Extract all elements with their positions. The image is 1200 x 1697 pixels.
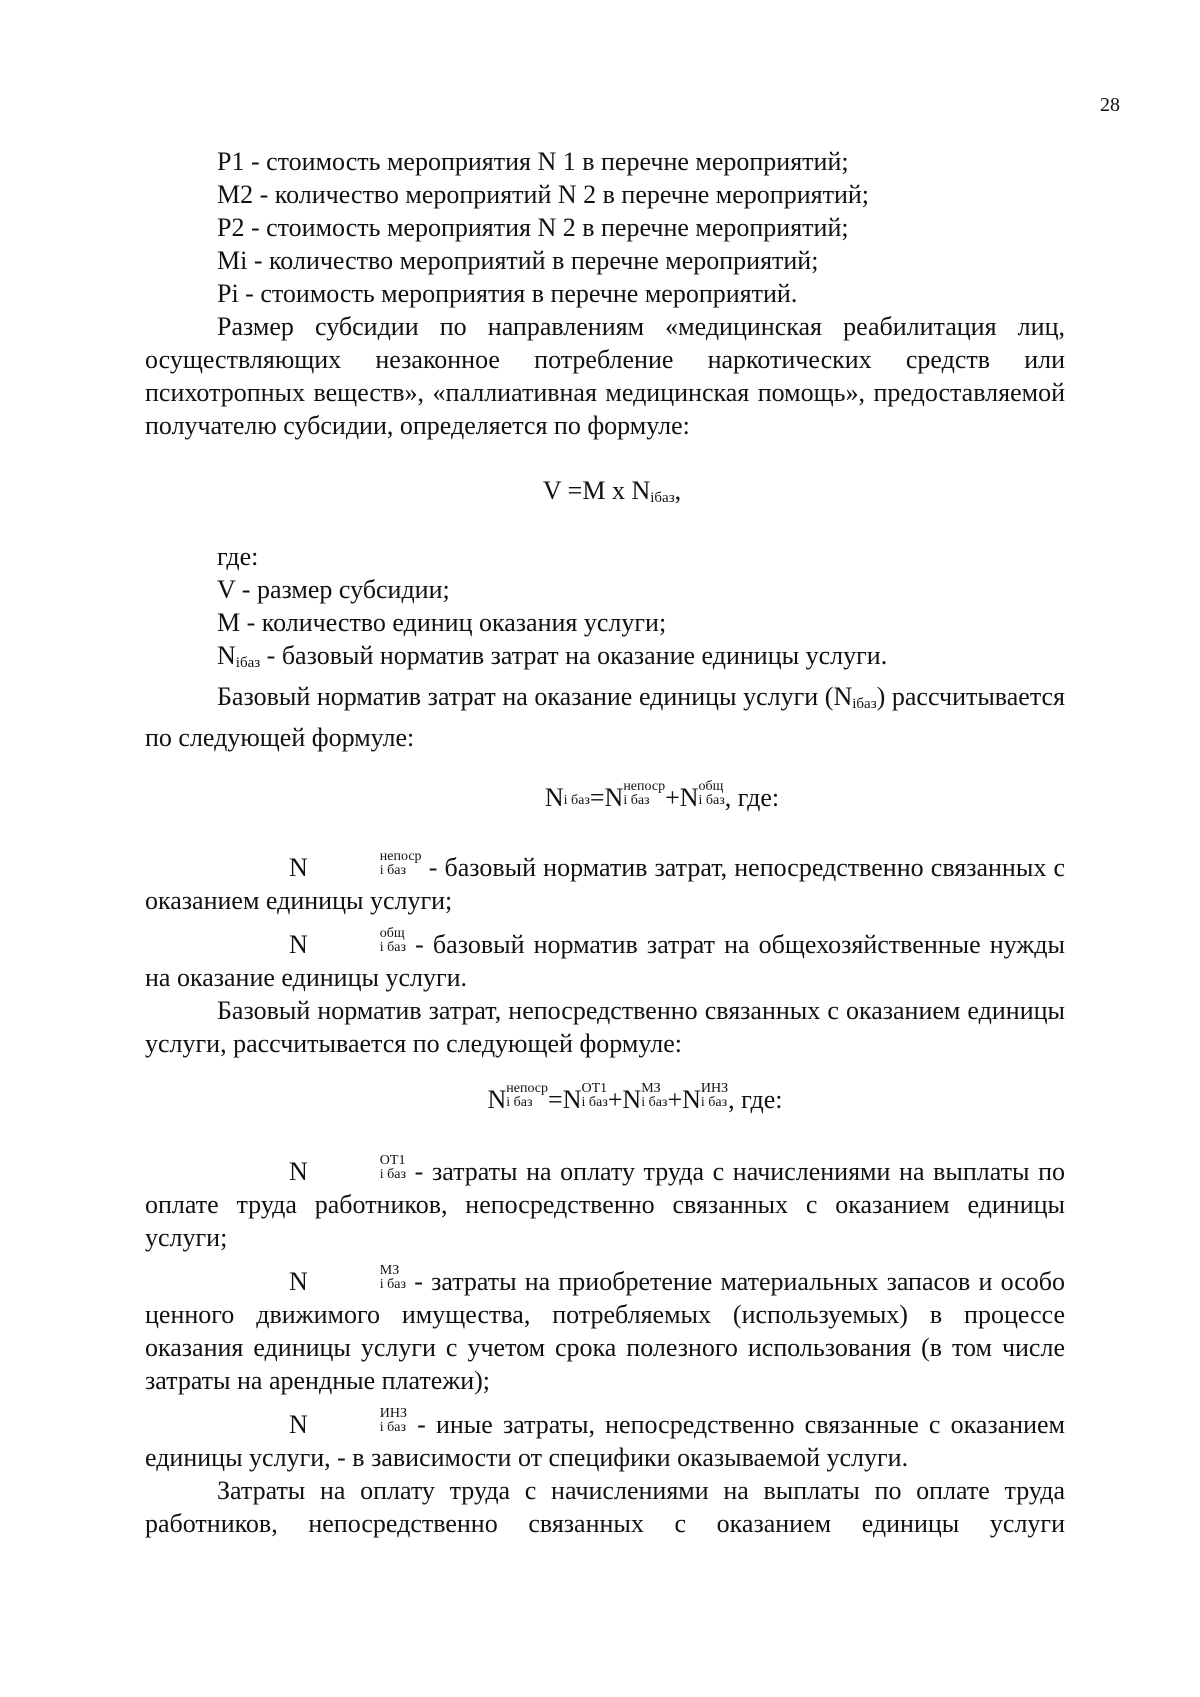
def-neposr-text: - базовый норматив затрат, непосредственно связанных с оказанием единицы услуги; bbox=[145, 853, 1065, 915]
formula3-tail: , где: bbox=[728, 1085, 783, 1114]
formula-base-norm: N i баз =N непоср i баз +N общ i баз , где: bbox=[544, 779, 780, 812]
def-nibaz-n: N bbox=[217, 641, 236, 670]
page-number: 28 bbox=[1100, 94, 1120, 116]
formula2-term-nibaz: N i баз bbox=[544, 783, 590, 812]
def-obsch-symbol: N общ i баз bbox=[289, 926, 407, 959]
formula2-term-obsch: N общ i баз bbox=[679, 779, 725, 812]
formula3-term-inz: N ИНЗ i баз bbox=[682, 1081, 729, 1114]
def-obsch-text: - базовый норматив затрат на общехозяйственные нужды на оказание единицы услуги. bbox=[145, 930, 1065, 992]
paragraph-labor-costs: Затраты на оплату труда с начислениями на выплаты по оплате труда работников, непосредственно связанных с оказанием единицы услуги bbox=[145, 1476, 1065, 1538]
list-item-pi: Pi - стоимость мероприятия в перечне мероприятий. bbox=[217, 279, 798, 308]
where-label: где: bbox=[217, 542, 259, 571]
paragraph-base-norm bbox=[145, 680, 1065, 754]
formula3-term-ot1: N ОТ1 i баз bbox=[562, 1081, 608, 1114]
formula-direct-costs: N непоср i баз =N ОТ1 i баз +N МЗ i баз +N ИНЗ i баз , где: bbox=[487, 1081, 783, 1114]
list-item-m2: M2 - количество мероприятий N 2 в перечне мероприятий; bbox=[217, 180, 869, 209]
formula-subsidy-tail: , bbox=[674, 476, 682, 505]
paragraph-base-norm-tail: ) рассчитывается по следующей формуле: bbox=[145, 682, 1065, 752]
formula-subsidy bbox=[145, 474, 1065, 514]
def-ot1 bbox=[145, 1154, 1065, 1254]
formula3-term-mz: N МЗ i баз bbox=[622, 1081, 668, 1114]
paragraph-subsidy-size: Размер субсидии по направлениям «медицинская реабилитация лиц, осуществляющих незаконное потребление наркотических средств или психотропных веществ», «паллиативная медицинская помощь», предоставляемой получателю субсидии, определяется по формуле: bbox=[145, 312, 1065, 440]
formula-subsidy-left: V =M x N bbox=[542, 476, 651, 505]
def-neposr bbox=[145, 850, 1065, 917]
def-inz bbox=[145, 1407, 1065, 1474]
formula3-term-neposr: N непоср i баз bbox=[487, 1081, 549, 1114]
def-ot1-symbol: N ОТ1 i баз bbox=[289, 1153, 407, 1186]
def-inz-symbol: N ИНЗ i баз bbox=[289, 1406, 408, 1439]
def-mz-text: - затраты на приобретение материальных запасов и особо ценного движимого имущества, потребляемых (используемых) в процессе оказания единицы услуги с учетом срока полезного использования (в том числе затраты на арендные платежи); bbox=[145, 1267, 1065, 1395]
def-nibaz-sub: iбаз bbox=[235, 655, 261, 671]
def-v: V - размер субсидии; bbox=[217, 575, 450, 604]
def-m: M - количество единиц оказания услуги; bbox=[217, 608, 667, 637]
list-item-p1: P1 - стоимость мероприятия N 1 в перечне мероприятий; bbox=[217, 147, 849, 176]
def-nibaz-text: - базовый норматив затрат на оказание единицы услуги. bbox=[260, 641, 888, 670]
formula-subsidy-sub: iбаз bbox=[650, 490, 675, 506]
formula2-tail: , где: bbox=[724, 783, 780, 812]
def-nibaz bbox=[145, 639, 1065, 680]
def-neposr-symbol: N непоср i баз bbox=[289, 849, 422, 882]
paragraph-direct-costs: Базовый норматив затрат, непосредственно связанных с оказанием единицы услуги, рассчитывается по следующей формуле: bbox=[145, 996, 1065, 1058]
def-mz-symbol: N МЗ i баз bbox=[289, 1263, 407, 1296]
list-item-mi: Mi - количество мероприятий в перечне мероприятий; bbox=[217, 246, 819, 275]
def-ot1-text: - затраты на оплату труда с начислениями на выплаты по оплате труда работников, непосредственно связанных с оказанием единицы услуги; bbox=[145, 1157, 1065, 1252]
paragraph-base-norm-sub: iбаз bbox=[852, 696, 877, 712]
def-inz-text: - иные затраты, непосредственно связанные с оказанием единицы услуги, - в зависимости от специфики оказываемой услуги. bbox=[145, 1410, 1065, 1472]
paragraph-base-norm-text: Базовый норматив затрат на оказание единицы услуги (N bbox=[217, 682, 853, 711]
document-body bbox=[145, 145, 1065, 1540]
list-item-p2: P2 - стоимость мероприятия N 2 в перечне мероприятий; bbox=[217, 213, 849, 242]
def-mz bbox=[145, 1264, 1065, 1397]
formula2-term-neposr: N непоср i баз bbox=[604, 779, 666, 812]
def-obsch bbox=[145, 927, 1065, 994]
